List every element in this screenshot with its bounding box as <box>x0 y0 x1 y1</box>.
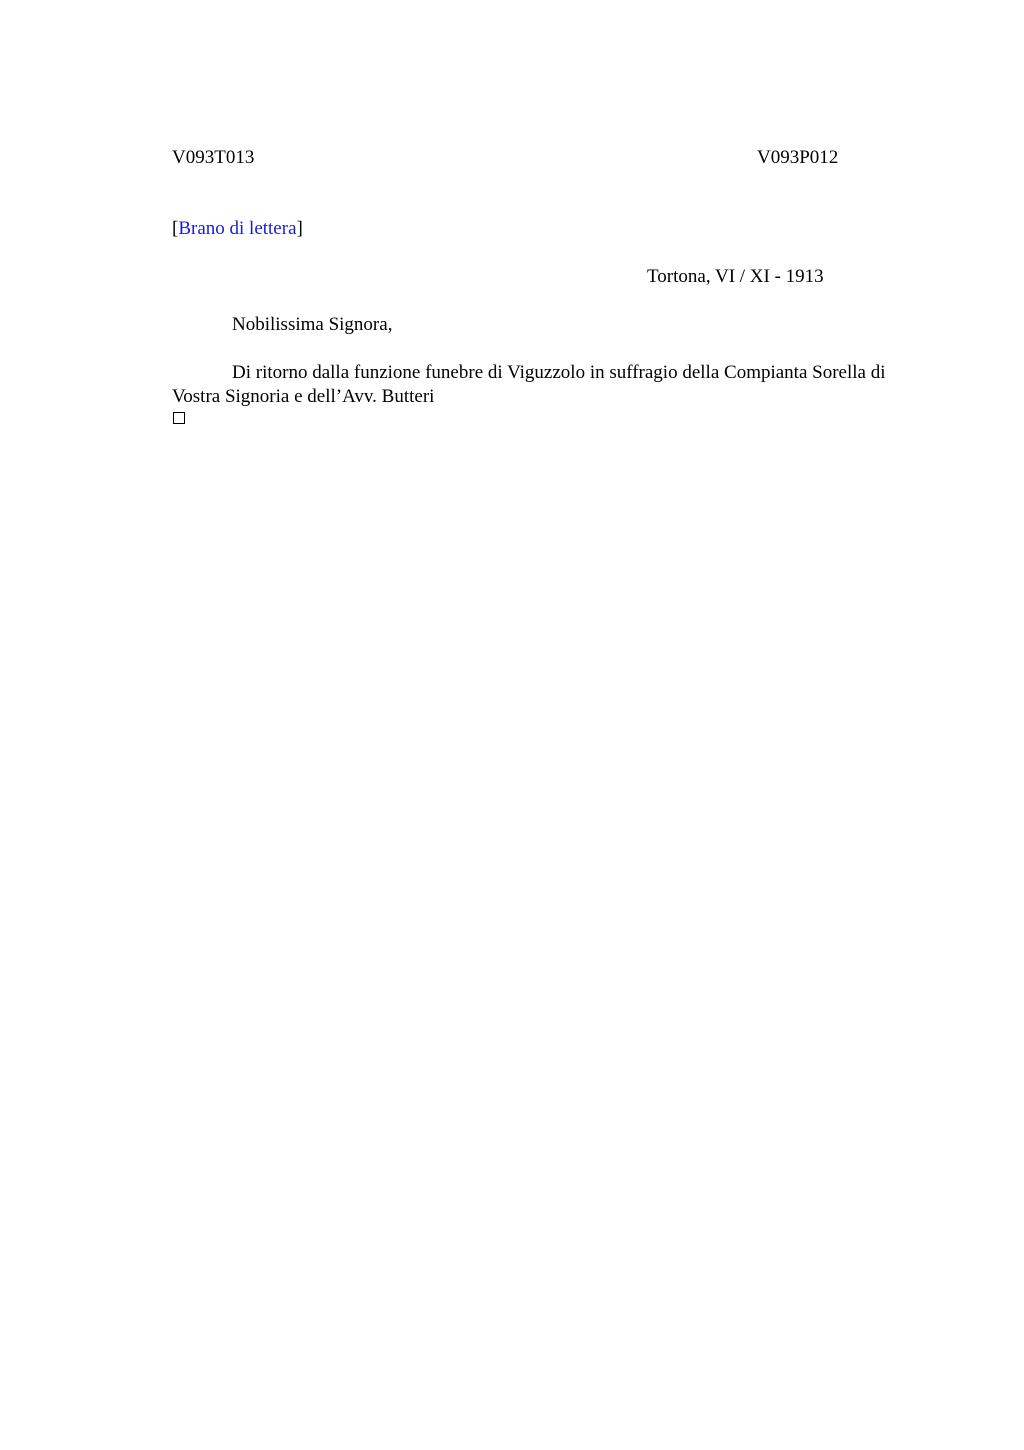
document-code-left: V093T013 <box>172 147 255 168</box>
empty-box-marker <box>173 412 185 424</box>
salutation: Nobilissima Signora, <box>232 314 393 335</box>
letter-body-paragraph: Di ritorno dalla funzione funebre di Viguzzolo in suffragio della Compianta Sorella di Vostra Signoria e dell’Avv. Butteri <box>172 362 886 407</box>
bracket-close: ] <box>296 218 303 239</box>
heading-link[interactable]: Brano di lettera <box>178 218 297 239</box>
place-date: Tortona, VI / XI - 1913 <box>647 266 824 287</box>
document-code-right: V093P012 <box>757 147 839 168</box>
bracket-open: [ <box>172 218 179 239</box>
section-heading <box>172 217 303 241</box>
